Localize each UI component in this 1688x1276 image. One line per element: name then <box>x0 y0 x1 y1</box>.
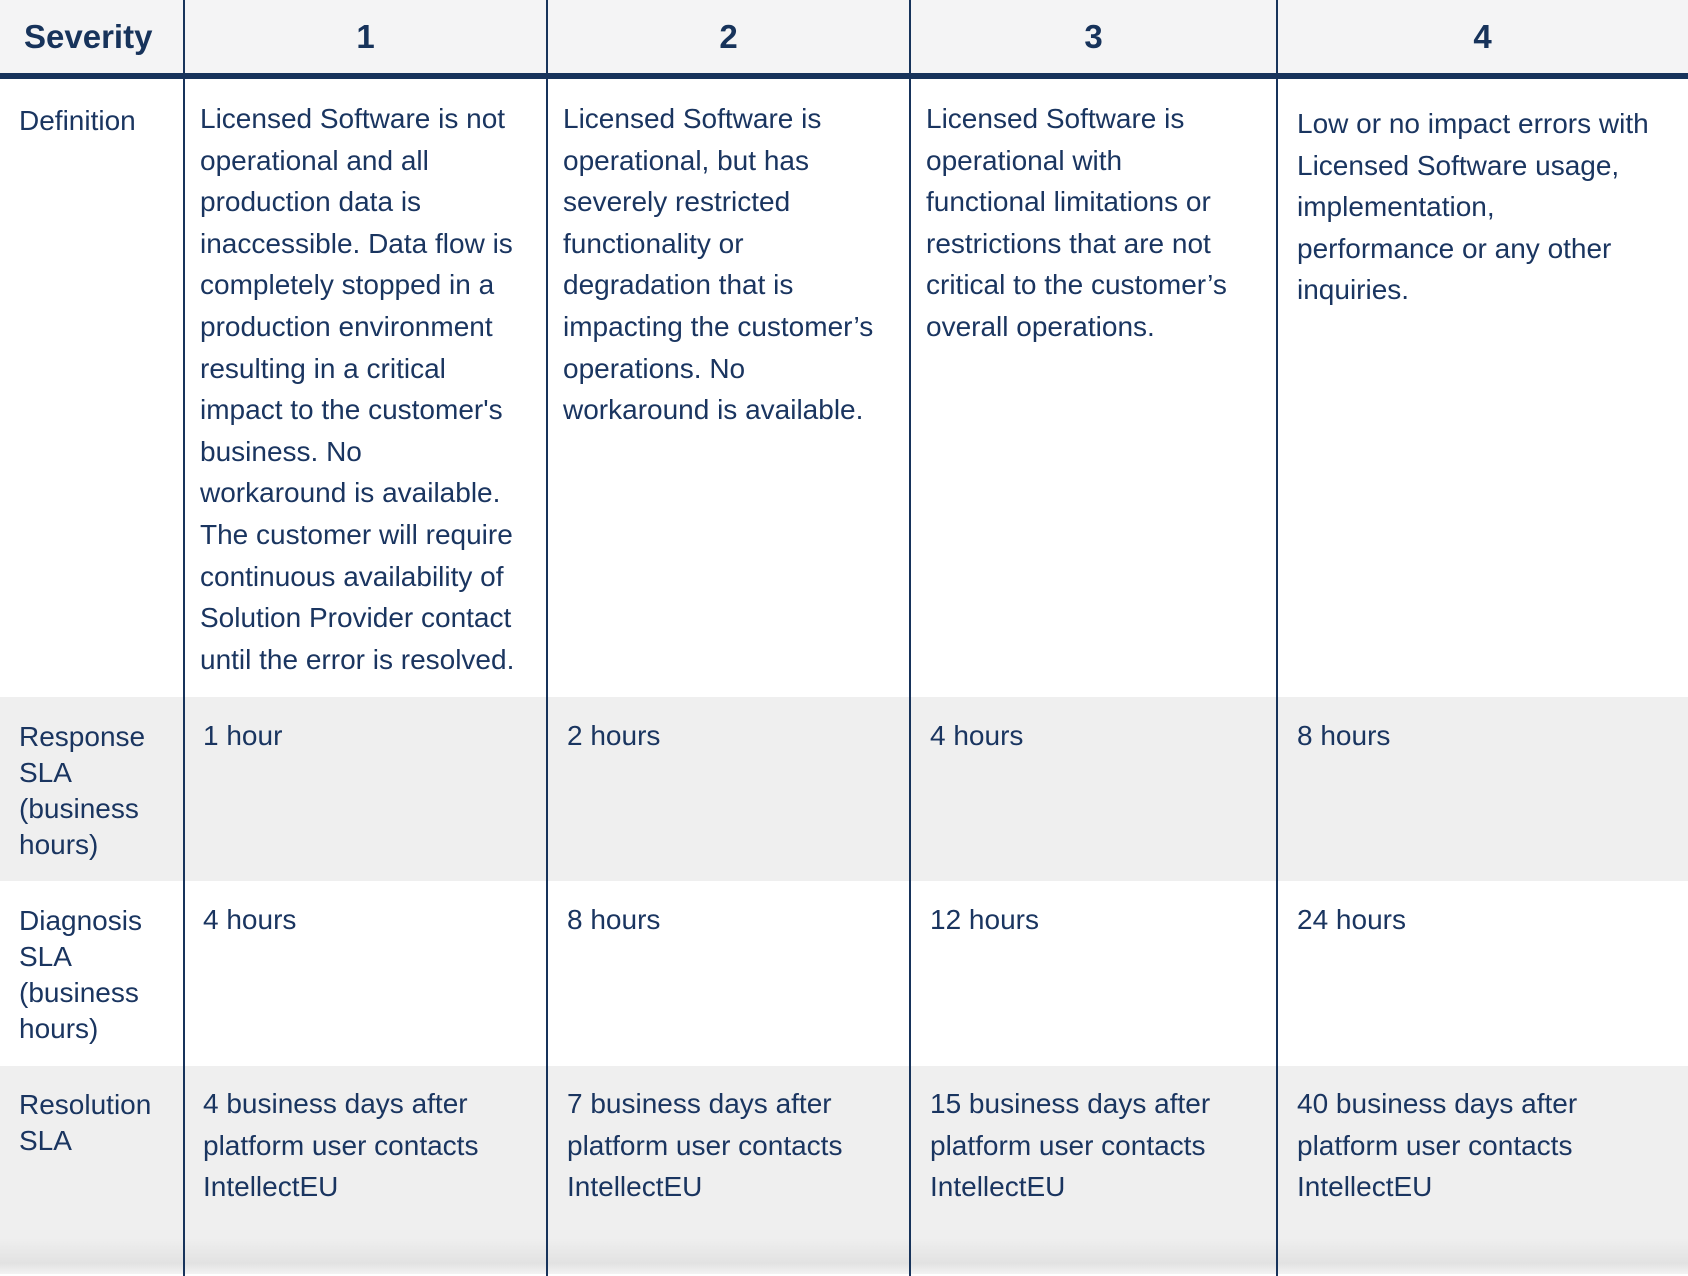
diagnosis-severity-2: 8 hours <box>567 904 661 935</box>
definition-severity-4: Low or no impact errors with Licensed Software usage, implementation, performance or any other inquiries. <box>1297 108 1649 306</box>
diagnosis-sla-row <box>0 881 1688 1066</box>
response-sla-row <box>0 697 1688 881</box>
resolution-severity-3: 15 business days after platform user contacts IntellectEU <box>930 1088 1211 1203</box>
definition-severity-2: Licensed Software is operational, but has severely restricted functionality or degradation that is impacting the customer’s operations. No workaround is available. <box>563 103 874 426</box>
response-sla-label: Response SLA (business hours) <box>19 721 146 860</box>
definition-severity-1: Licensed Software is not operational and all production data is inaccessible. Data flow is completely stopped in a production environment resulting in a critical impact to the customer's business. No workaround is available. The customer will require continuous availability of Solution Provider contact until the error is resolved. <box>200 103 515 675</box>
response-severity-3: 4 hours <box>930 720 1024 751</box>
response-severity-2: 2 hours <box>567 720 661 751</box>
resolution-sla-row <box>0 1066 1688 1276</box>
definition-row <box>0 85 1688 697</box>
resolution-sla-label: Resolution SLA <box>19 1089 152 1156</box>
response-severity-4: 8 hours <box>1297 720 1391 751</box>
resolution-severity-4: 40 business days after platform user contacts IntellectEU <box>1297 1088 1578 1203</box>
header-severity: Severity <box>24 17 153 55</box>
header-severity-2: 2 <box>719 17 738 55</box>
diagnosis-sla-label: Diagnosis SLA (business hours) <box>19 905 142 1044</box>
column-divider <box>1276 0 1278 1276</box>
diagnosis-severity-3: 12 hours <box>930 904 1039 935</box>
header-severity-4: 4 <box>1473 17 1492 55</box>
resolution-severity-1: 4 business days after platform user contacts IntellectEU <box>203 1088 479 1203</box>
response-severity-1: 1 hour <box>203 720 283 751</box>
resolution-severity-2: 7 business days after platform user contacts IntellectEU <box>567 1088 843 1203</box>
header-severity-1: 1 <box>356 17 375 55</box>
diagnosis-severity-4: 24 hours <box>1297 904 1406 935</box>
header-severity-3: 3 <box>1084 17 1103 55</box>
header-row <box>0 0 1688 79</box>
column-divider <box>909 0 911 1276</box>
definition-severity-3: Licensed Software is operational with functional limitations or restrictions that are not critical to the customer’s overall operations. <box>926 103 1227 342</box>
column-divider <box>546 0 548 1276</box>
diagnosis-severity-1: 4 hours <box>203 904 297 935</box>
definition-label: Definition <box>19 105 136 136</box>
column-divider <box>183 0 185 1276</box>
